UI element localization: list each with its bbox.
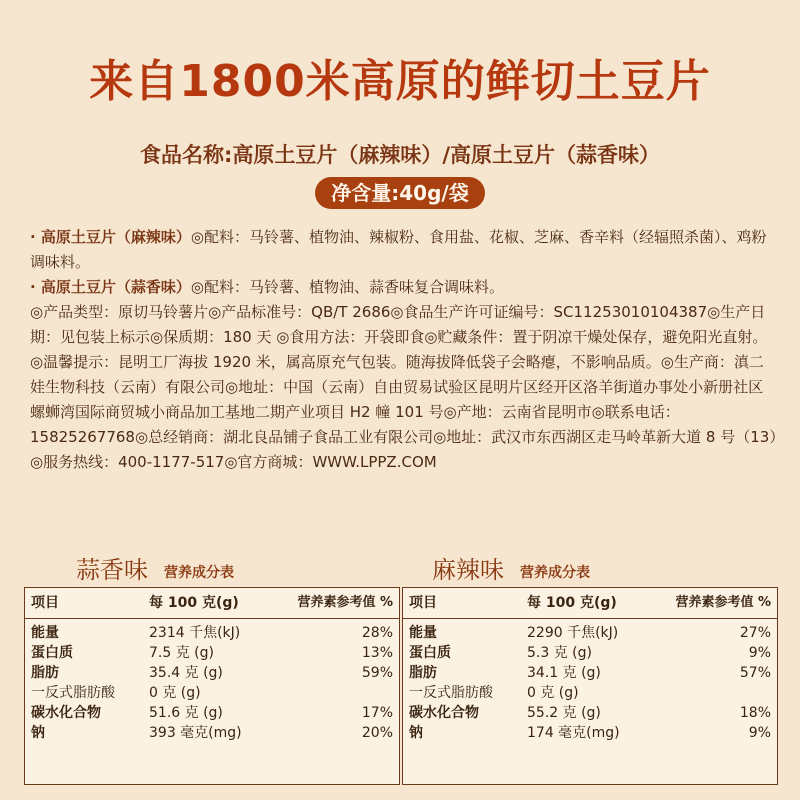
ingredients-spicy-body: ◎配料：马铃薯、植物油、辣椒粉、食用盐、花椒、芝麻、香辛料（经辐照杀菌）、鸡粉调味料。 — [30, 228, 767, 271]
nutrient-name: 碳水化合物 — [31, 705, 101, 721]
spicy-flavor-name: 麻辣味 — [432, 556, 504, 584]
table-row — [31, 683, 393, 703]
nutrient-amount: 2290 千焦(kJ) — [527, 625, 619, 641]
net-content-wrap — [0, 177, 800, 209]
table-header-row — [25, 588, 399, 619]
nutrient-name: 能量 — [31, 625, 59, 641]
nutrient-name: 蛋白质 — [31, 645, 73, 661]
nutrient-amount: 51.6 克 (g) — [149, 705, 223, 721]
nutrient-nrv: 9% — [748, 725, 771, 741]
nutrient-name: 一反式脂肪酸 — [409, 685, 493, 701]
nutrient-amount: 35.4 克 (g) — [149, 665, 223, 681]
nutrient-amount: 174 毫克(mg) — [527, 725, 620, 741]
nutrient-name: 蛋白质 — [409, 645, 451, 661]
ingredients-spicy — [30, 225, 778, 275]
header-per-100g: 每 100 克(g) — [527, 595, 617, 611]
table-row — [409, 623, 771, 643]
spicy-nutrition-panel — [402, 553, 778, 785]
nutrient-name: 脂肪 — [409, 665, 437, 681]
net-content-badge: 净含量:40g/袋 — [315, 177, 484, 209]
table-row — [409, 703, 771, 723]
header-item: 项目 — [409, 595, 437, 611]
nutrient-name: 一反式脂肪酸 — [31, 685, 115, 701]
header-per-100g: 每 100 克(g) — [149, 595, 239, 611]
nutrient-amount: 55.2 克 (g) — [527, 705, 601, 721]
table-row — [409, 663, 771, 683]
nutrient-nrv: 9% — [748, 645, 771, 661]
nutrient-amount: 0 克 (g) — [527, 685, 579, 701]
nutrient-nrv: 20% — [361, 725, 393, 741]
nutrient-nrv — [669, 683, 771, 703]
product-info: ◎产品类型：原切马铃薯片◎产品标准号：QB/T 2686◎食品生产许可证编号：SC11253010104387◎生产日期：见包装上标示◎保质期：180 天 ◎食用方法：开袋即食◎贮藏条件：置于阴凉干燥处保存，避免阳光直射。◎温馨提示：昆明工厂海拔 1920 米，属高原充气包装。随海拔降低袋子会略瘪，不影响品质。◎生产商：滇二娃生物科技（云南）有限公司◎地址：中国（云南）自由贸易试验区昆明片区经开区洛羊街道办事处小新册社区螺蛳湾国际商贸城小商品加工基地二期产业项目 H2 幢 101 号◎产地：云南省昆明市◎联系电话：15825267768◎总经销商：湖北良品铺子食品工业有限公司◎地址：武汉市东西湖区走马岭革新大道 8 号（13）◎服务热线：400-1177-517◎官方商城：WWW.LPPZ.COM — [30, 303, 777, 471]
garlic-panel-header — [24, 553, 400, 587]
nutrient-amount: 7.5 克 (g) — [149, 645, 214, 661]
ingredients-garlic-title: · 高原土豆片（蒜香味） — [30, 278, 191, 296]
table-row — [31, 703, 393, 723]
nutrient-amount: 2314 千焦(kJ) — [149, 625, 241, 641]
ingredients-garlic — [30, 275, 778, 300]
nutrient-name: 能量 — [409, 625, 437, 641]
garlic-nutrition-panel — [24, 553, 400, 785]
nutrient-nrv: 13% — [361, 645, 393, 661]
nutrient-name: 钠 — [409, 725, 423, 741]
nutrient-name: 碳水化合物 — [409, 705, 479, 721]
nutrient-nrv: 18% — [739, 705, 771, 721]
nutrient-nrv: 17% — [361, 705, 393, 721]
nutrient-amount: 393 毫克(mg) — [149, 725, 242, 741]
nutrient-nrv: 57% — [739, 665, 771, 681]
spicy-panel-header — [402, 553, 778, 587]
nutrient-name: 钠 — [31, 725, 45, 741]
header-nrv: 营养素参考值 % — [297, 595, 393, 610]
table-row — [31, 663, 393, 683]
nutrient-nrv: 27% — [739, 625, 771, 641]
ingredients-garlic-body: ◎配料：马铃薯、植物油、蒜香味复合调味料。 — [190, 278, 505, 296]
garlic-nutrition-table — [24, 587, 400, 785]
food-name: 食品名称:高原土豆片（麻辣味）/高原土豆片（蒜香味） — [139, 143, 661, 167]
nutrient-nrv: 28% — [361, 625, 393, 641]
header-nrv: 营养素参考值 % — [675, 595, 771, 610]
table-row — [31, 723, 393, 743]
nutrient-nrv — [291, 683, 393, 703]
table-row — [409, 723, 771, 743]
table-header-row — [403, 588, 777, 619]
table-row — [409, 683, 771, 703]
spicy-table-subtitle: 营养成分表 — [520, 565, 590, 581]
ingredients-spicy-title: · 高原土豆片（麻辣味） — [30, 228, 191, 246]
garlic-flavor-name: 蒜香味 — [76, 556, 148, 584]
page-title: 来自1800米高原的鲜切土豆片 — [89, 56, 711, 107]
product-description — [30, 225, 778, 475]
nutrient-name: 脂肪 — [31, 665, 59, 681]
table-row — [409, 643, 771, 663]
nutrient-nrv: 59% — [361, 665, 393, 681]
table-row — [31, 643, 393, 663]
nutrient-amount: 0 克 (g) — [149, 685, 201, 701]
nutrient-amount: 5.3 克 (g) — [527, 645, 592, 661]
nutrient-amount: 34.1 克 (g) — [527, 665, 601, 681]
table-row — [31, 623, 393, 643]
header-item: 项目 — [31, 595, 59, 611]
garlic-table-subtitle: 营养成分表 — [164, 565, 234, 581]
spicy-nutrition-table — [402, 587, 778, 785]
